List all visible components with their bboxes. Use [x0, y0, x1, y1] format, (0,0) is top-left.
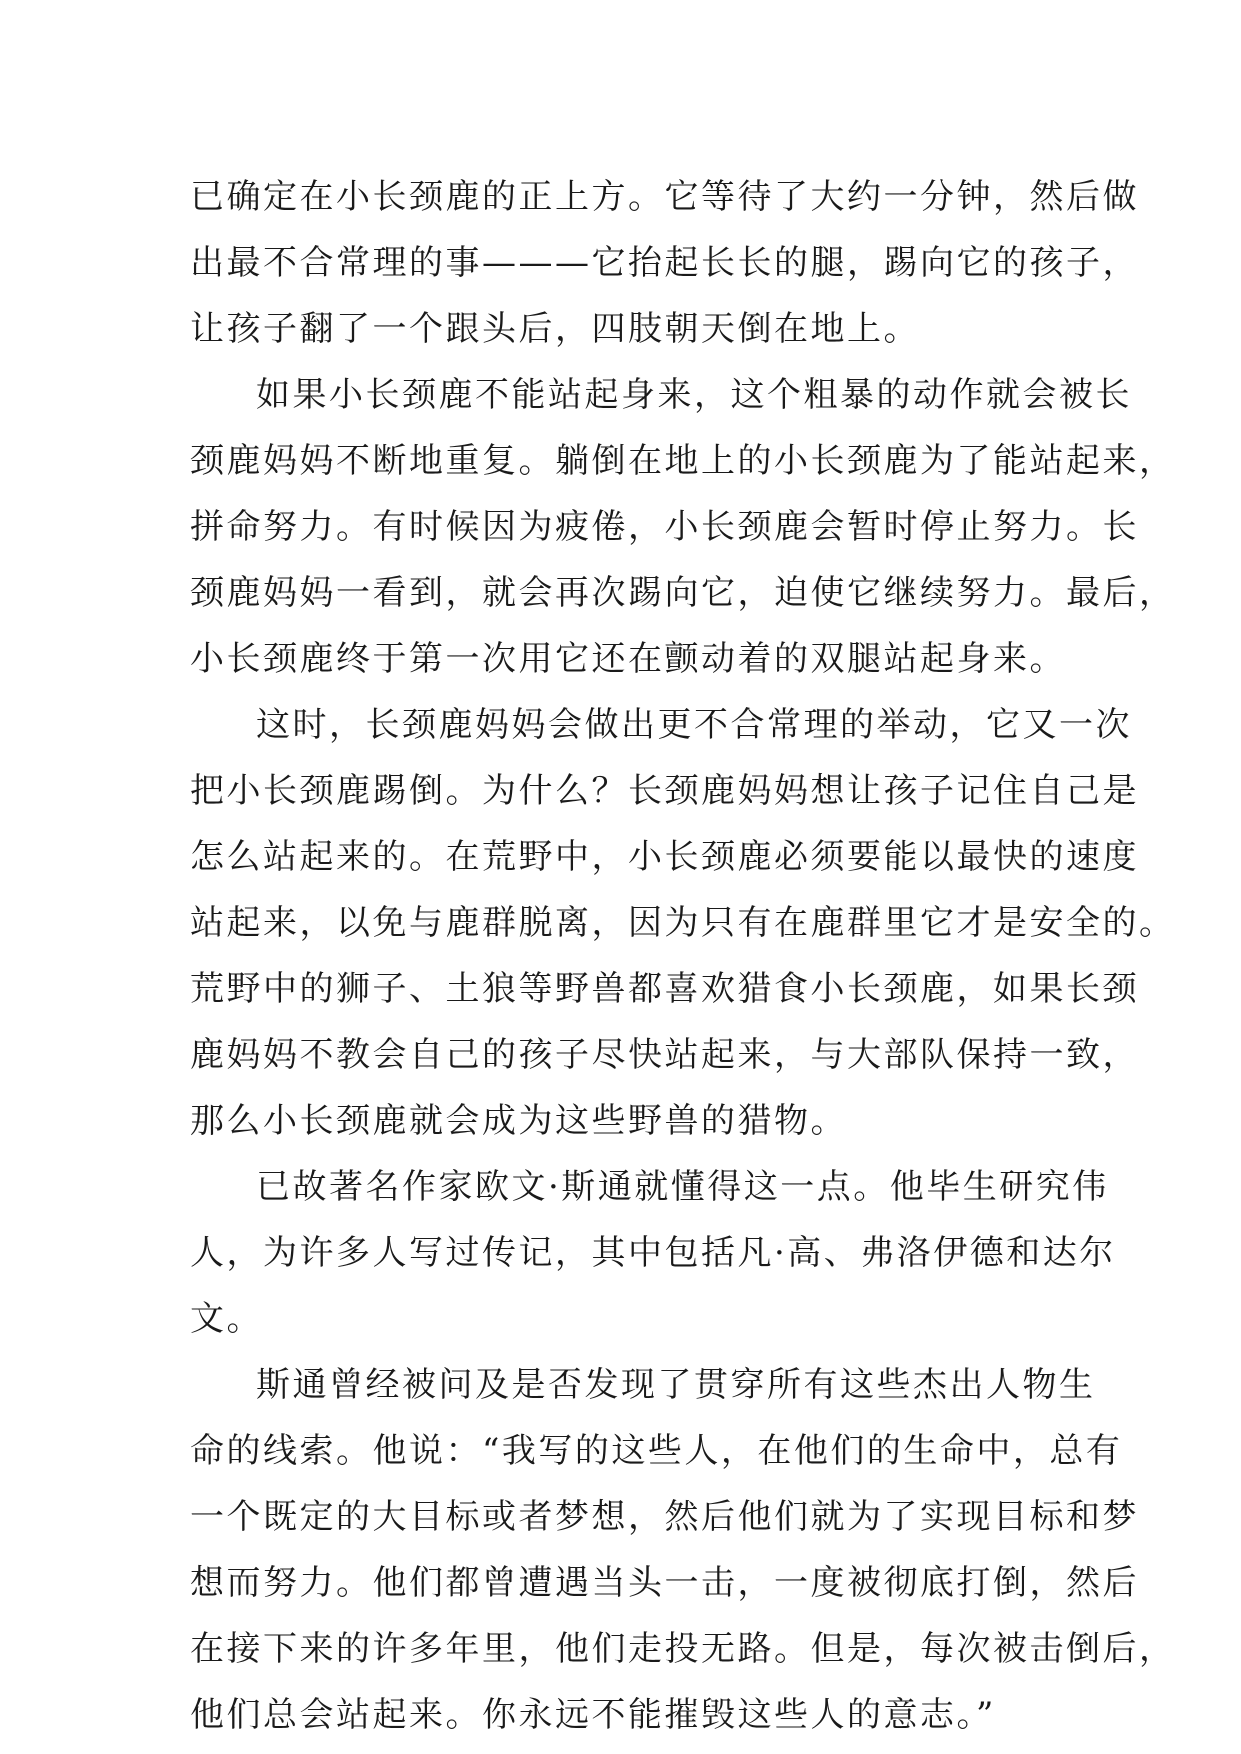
text-line: 文。: [190, 1299, 263, 1339]
text-line: 人，为许多人写过传记，其中包括凡·高、弗洛伊德和达尔: [190, 1233, 1116, 1273]
text-line: 鹿妈妈不教会自己的孩子尽快站起来，与大部队保持一致，: [190, 1035, 1139, 1075]
text-line: 小长颈鹿终于第一次用它还在颤动着的双腿站起身来。: [190, 639, 1066, 679]
paragraph-first-line: 斯通曾经被问及是否发现了贯穿所有这些杰出人物生: [256, 1365, 1096, 1405]
text-line: 拼命努力。有时候因为疲倦，小长颈鹿会暂时停止努力。长: [190, 507, 1139, 547]
paragraph-first-line: 已故著名作家欧文·斯通就懂得这一点。他毕生研究伟: [256, 1167, 1109, 1207]
text-line: 想而努力。他们都曾遭遇当头一击，一度被彻底打倒，然后: [190, 1563, 1139, 1603]
text-line: 命的线索。他说：“我写的这些人，在他们的生命中，总有: [190, 1431, 1123, 1471]
paragraph-first-line: 如果小长颈鹿不能站起身来，这个粗暴的动作就会被长: [256, 375, 1132, 415]
text-line: 荒野中的狮子、土狼等野兽都喜欢猎食小长颈鹿，如果长颈: [190, 969, 1139, 1009]
text-line: 一个既定的大目标或者梦想，然后他们就为了实现目标和梦: [190, 1497, 1139, 1537]
text-line: 颈鹿妈妈一看到，就会再次踢向它，迫使它继续努力。最后，: [190, 573, 1176, 613]
text-line: 在接下来的许多年里，他们走投无路。但是，每次被击倒后，: [190, 1629, 1176, 1669]
text-line: 站起来，以免与鹿群脱离，因为只有在鹿群里它才是安全的。: [190, 903, 1176, 943]
text-line: 已确定在小长颈鹿的正上方。它等待了大约一分钟，然后做: [190, 177, 1139, 217]
paragraph-first-line: 这时，长颈鹿妈妈会做出更不合常理的举动，它又一次: [256, 705, 1132, 745]
text-line: 那么小长颈鹿就会成为这些野兽的猎物。: [190, 1101, 847, 1141]
text-line: 怎么站起来的。在荒野中，小长颈鹿必须要能以最快的速度: [190, 837, 1139, 877]
text-line: 把小长颈鹿踢倒。为什么？长颈鹿妈妈想让孩子记住自己是: [190, 771, 1139, 811]
text-line: 他们总会站起来。你永远不能摧毁这些人的意志。”: [190, 1695, 996, 1735]
text-line: 颈鹿妈妈不断地重复。躺倒在地上的小长颈鹿为了能站起来，: [190, 441, 1176, 481]
text-line: 让孩子翻了一个跟头后，四肢朝天倒在地上。: [190, 309, 920, 349]
body-text: [190, 164, 1176, 1748]
text-line: 出最不合常理的事———它抬起长长的腿，踢向它的孩子，: [190, 243, 1139, 283]
